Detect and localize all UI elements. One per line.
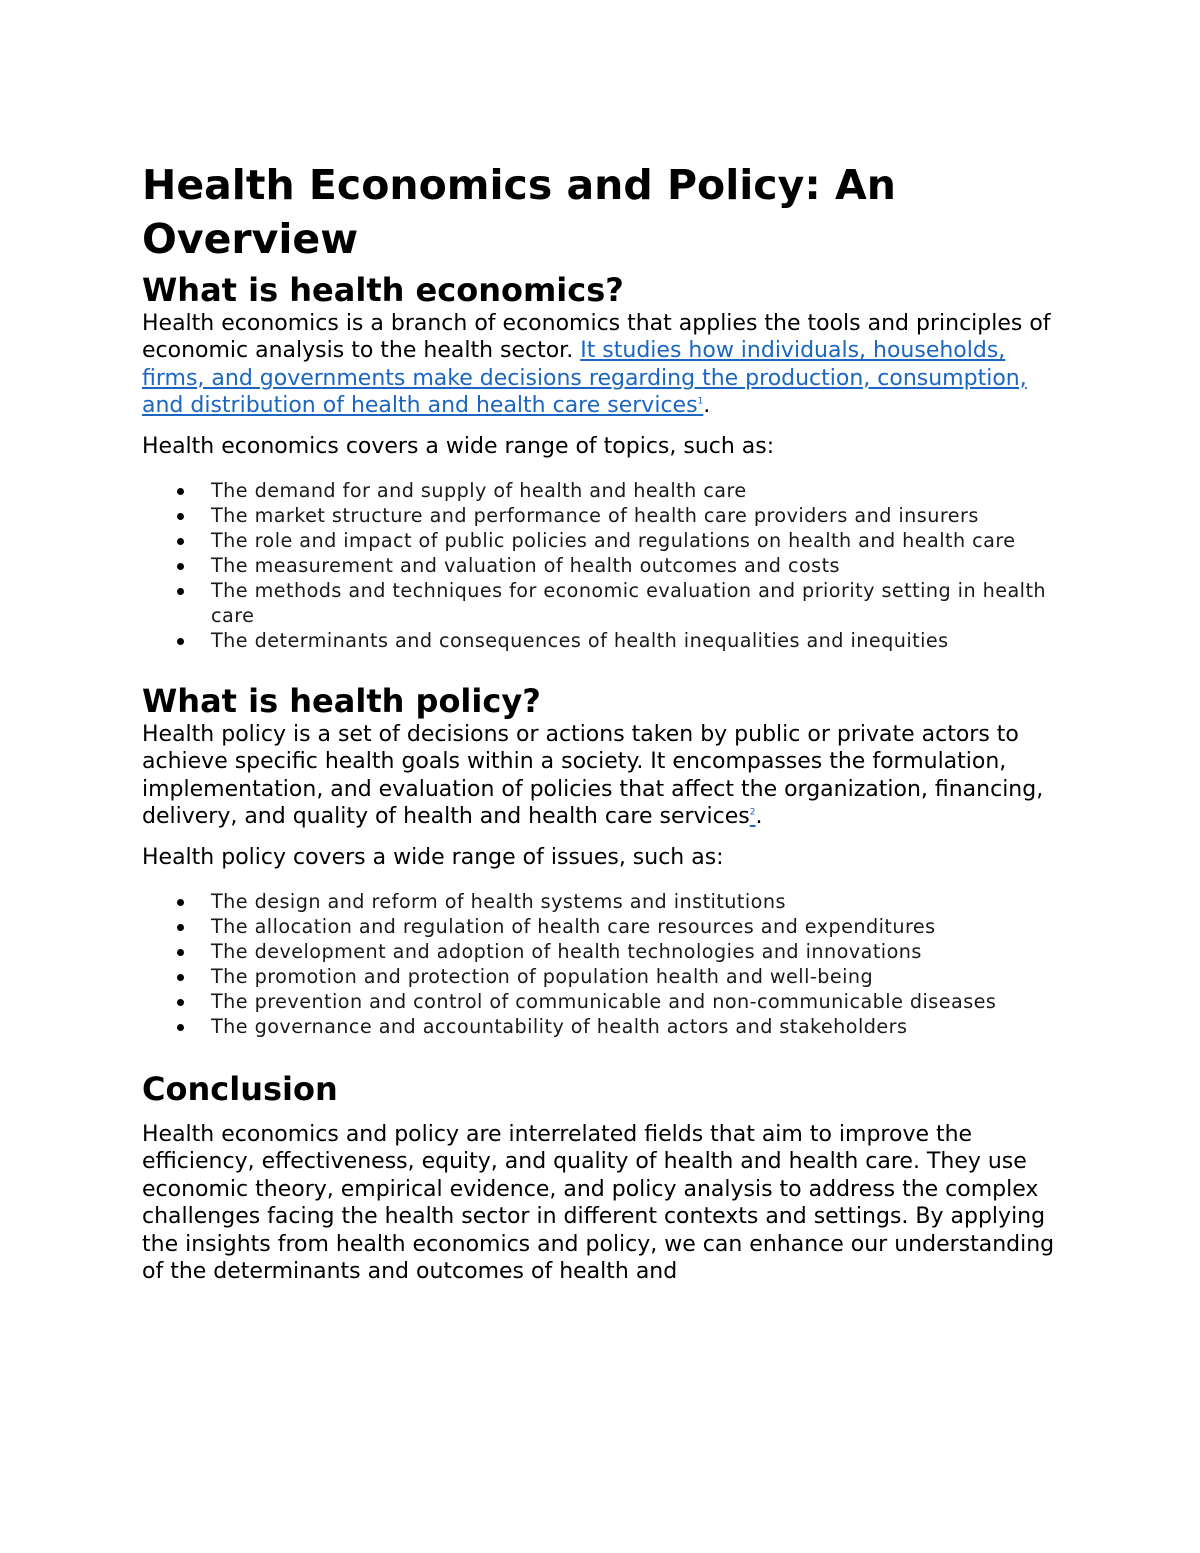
section-conclusion — [142, 1069, 1062, 1285]
section-heading: Conclusion — [142, 1070, 338, 1109]
list-lead: Health policy covers a wide range of issues, such as: — [142, 844, 724, 870]
paragraph — [142, 721, 1062, 831]
section-heading: What is health policy? — [142, 682, 541, 721]
list-item: The allocation and regulation of health care resources and expenditures — [211, 914, 1071, 939]
list-item: The role and impact of public policies and regulations on health and health care — [211, 528, 1071, 553]
paragraph: Health economics and policy are interrelated fields that aim to improve the efficiency, effectiveness, equity, and quality of health and health care. They use economic theory, empirical evidence, and policy analysis to address the complex challenges facing the health sector in different contexts and settings. By applying the insights from health economics and policy, we can enhance our understanding of the determinants and outcomes of health and — [142, 1122, 1055, 1285]
topic-list — [142, 478, 1062, 653]
section-health-economics — [142, 270, 1062, 653]
document-page — [142, 158, 1062, 1286]
footnote-ref[interactable]: 2 — [749, 807, 756, 818]
list-item: The prevention and control of communicable and non-communicable diseases — [211, 989, 1071, 1014]
list-item: The measurement and valuation of health outcomes and costs — [211, 553, 1071, 578]
paragraph — [142, 310, 1062, 420]
list-item: The determinants and consequences of health inequalities and inequities — [211, 628, 1071, 653]
footnote-ref[interactable]: 1 — [697, 396, 704, 407]
list-lead: Health economics covers a wide range of topics, such as: — [142, 433, 775, 459]
section-health-policy — [142, 681, 1062, 1039]
period: . — [703, 393, 711, 419]
list-item: The demand for and supply of health and health care — [211, 478, 1071, 503]
list-item: The methods and techniques for economic evaluation and priority setting in health care — [211, 578, 1071, 628]
list-item: The design and reform of health systems and institutions — [211, 889, 1071, 914]
issue-list — [142, 889, 1062, 1039]
section-heading: What is health economics? — [142, 271, 624, 309]
paragraph-text: Health policy is a set of decisions or actions taken by public or private actors to achieve specific health goals within a society. It encompasses the formulation, implementation, and evaluation of policies that affect the organization, financing, delivery, and quality of health and health care services — [142, 722, 1044, 830]
document-title: Health Economics and Policy: An Overview — [142, 161, 896, 263]
period: . — [755, 804, 763, 830]
paragraph-text: Health economics is a branch of economics that applies the tools and principles of economic analysis to the health sector. — [142, 311, 1051, 364]
list-item: The market structure and performance of health care providers and insurers — [211, 503, 1071, 528]
citation-link-text[interactable]: It studies how individuals, households, firms, and governments make decisions regarding the production, consumption, and distribution of health and health care services — [142, 338, 1027, 419]
list-item: The promotion and protection of population health and well-being — [211, 964, 1071, 989]
list-item: The development and adoption of health technologies and innovations — [211, 939, 1071, 964]
list-item: The governance and accountability of health actors and stakeholders — [211, 1014, 1071, 1039]
